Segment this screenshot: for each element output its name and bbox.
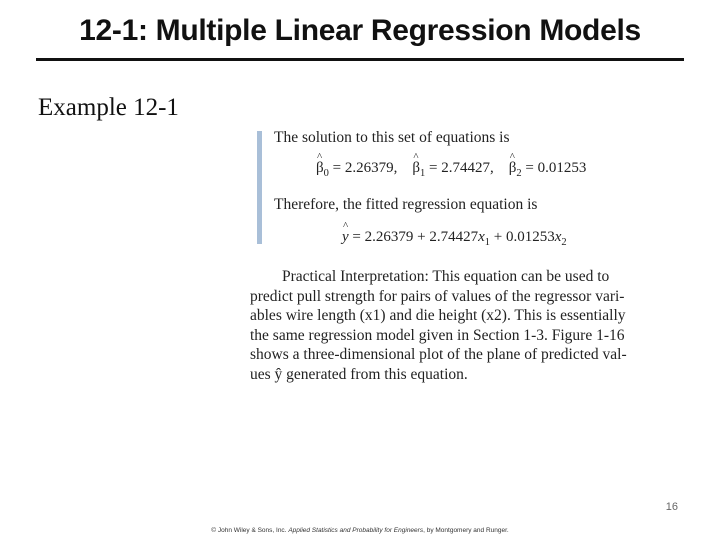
interpretation-line: shows a three-dimensional plot of the plane of predicted val- [250, 346, 627, 363]
interpretation-line: ables wire length (x1) and die height (x2). This is essentially [250, 307, 626, 324]
excerpt-accent-bar [257, 131, 262, 244]
beta0-value: 2.26379 [344, 160, 394, 176]
fitted-intro: Therefore, the fitted regression equation is [274, 196, 538, 213]
title-underline [36, 58, 684, 61]
coef-x1-value: 2.74427 [429, 229, 479, 245]
beta1-value: 2.74427 [441, 160, 490, 176]
example-label: Example 12-1 [38, 94, 179, 121]
beta2-symbol: ^ β [509, 160, 517, 177]
beta-estimates: ^ $\beta_0 = 2.26379$, ^ $\beta_1 = 2.74427$, ^ $\beta_2 = 0.01253$ [316, 160, 586, 179]
copyright-notice [0, 527, 720, 534]
page-number: 16 [665, 501, 678, 513]
beta0-symbol: ^ β [316, 160, 324, 177]
y-hat-symbol: ^ y [342, 229, 349, 246]
intercept-value: 2.26379 [364, 229, 414, 245]
book-title: Applied Statistics and Probability for Engineers [288, 527, 424, 534]
slide-title: 12-1: Multiple Linear Regression Models [79, 14, 641, 47]
fitted-equation: ^ $y = 2.26379 + 2.74427x_1 + 0.01253x_2$ [342, 229, 567, 248]
coef-x2-value: 0.01253 [506, 229, 555, 245]
interpretation-paragraph [250, 267, 642, 384]
interpretation-line: ues ŷ generated from this equation. [250, 365, 468, 383]
interpretation-line: Practical Interpretation: This equation can be used to [282, 268, 610, 285]
interpretation-line: predict pull strength for pairs of values of the regressor vari- [250, 287, 625, 305]
copyright-prefix: © John Wiley & Sons, Inc. [211, 527, 287, 534]
copyright-suffix: , by Montgomery and Runger. [423, 527, 509, 534]
beta1-symbol: ^ β [412, 160, 420, 177]
interpretation-line: the same regression model given in Section 1-3. Figure 1-16 [250, 326, 625, 344]
beta2-value: 0.01253 [537, 160, 587, 176]
solution-intro: The solution to this set of equations is [274, 129, 510, 146]
